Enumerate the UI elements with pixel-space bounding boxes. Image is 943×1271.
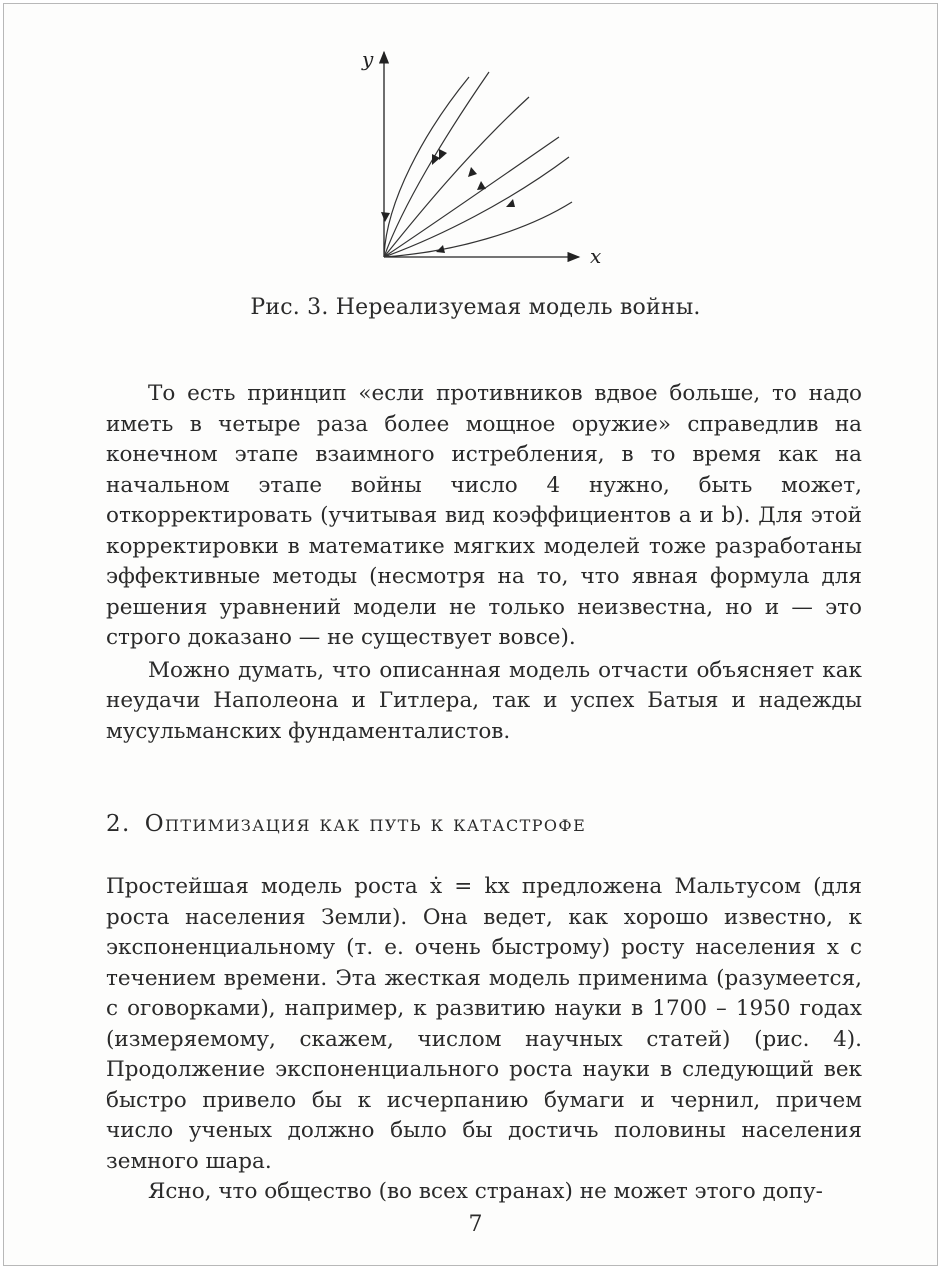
paragraph: Простейшая модель роста ẋ = kx предложена Мальтусом (для роста населения Земли). Она ведет, как хорошо известно, к экспоненциальному (т. е. очень быстрому) росту населения x с течением времени. Эта жесткая модель применима (разумеется, с оговорками), например, к развитию науки в 1700 – 1950 годах (измеряемому, скажем, числом научных статей) (рис. 4). Продолжение экспоненциального роста науки в следующий век быстро привело бы к исчерпанию бумаги и чернил, причем число ученых должно было бы достичь половины населения земного шара. [106, 874, 862, 1174]
text-block-top [106, 379, 862, 747]
trajectory-6 [384, 202, 572, 257]
section-heading [106, 811, 862, 837]
trajectory-1 [384, 77, 469, 257]
arrowhead-6 [506, 199, 515, 207]
paragraph: Можно думать, что описанная модель отчасти объясняет как неудачи Наполеона и Гитлера, так и успех Батыя и надежды мусульманских фундаменталистов. [106, 657, 862, 744]
figure-phase-portrait [344, 42, 614, 277]
text-block-bottom [106, 872, 862, 1208]
arrowhead-7 [436, 245, 445, 253]
paragraph: То есть принцип «если противников вдвое больше, то надо иметь в четыре раза более мощное оружие» справедлив на конечном этапе взаимного истребления, в то время как на начальном этапе войны число 4 нужно, быть может, откорректировать (учитывая вид коэффициентов a и b). Для этой корректировки в математике мягких моделей тоже разработаны эффективные методы (несмотря на то, что явная формула для решения уравнений модели не только неизвестна, но и — это строго доказано — не существует вовсе). [106, 381, 862, 650]
page-number: 7 [468, 1212, 483, 1237]
arrowhead-4 [468, 167, 477, 177]
arrowhead-3 [439, 149, 447, 160]
arrowhead-5 [477, 181, 486, 190]
arrowhead-1 [381, 212, 390, 222]
y-axis-label: y [362, 47, 374, 71]
section-title: Оптимизация как путь к катастрофе [144, 811, 587, 837]
trajectory-2 [384, 72, 489, 257]
page [3, 3, 938, 1266]
section-number: 2. [106, 811, 131, 837]
figure-caption: Рис. 3. Нереализуемая модель войны. [250, 295, 701, 320]
phase-portrait-diagram [344, 42, 614, 277]
paragraph: Ясно, что общество (во всех странах) не может этого допу- [148, 1179, 823, 1204]
x-axis-label: x [590, 244, 602, 268]
arrowhead-2 [432, 154, 440, 165]
